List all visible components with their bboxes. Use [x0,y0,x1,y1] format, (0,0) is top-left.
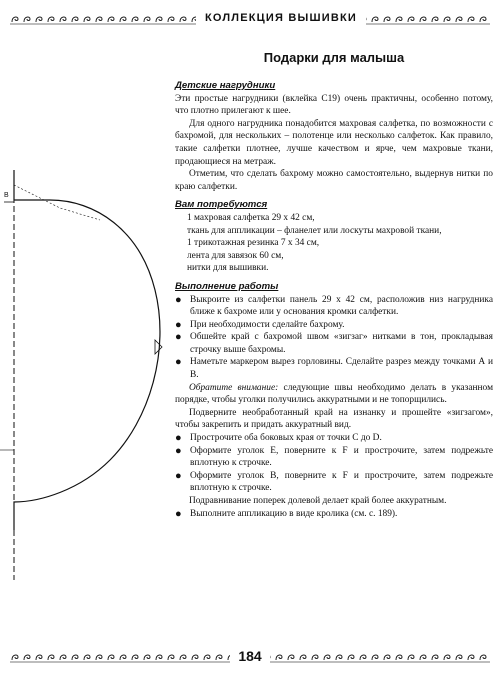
notice-label: Обратите внимание: [189,382,279,393]
list-item: ● Выкроите из салфетки панель 29 х 42 см, расположив низ нагрудника ближе к бахроме или у основания кромки салфетки. [175,293,493,318]
instruction-list-3 [175,508,493,521]
list-item: ● Оформите уголок В, поверните к F и прострочите, затем подрежьте вплотную к строчке. [175,469,493,494]
bullet-icon: ● [175,507,182,520]
pattern-point-b-label: B [4,192,9,199]
list-item: ● Оформите уголок Е, поверните к F и прострочите, затем подрежьте вплотную к строчке. [175,444,493,469]
fringe-paragraph: Отметим, что сделать бахрому можно самостоятельно, выдернув нитки по краю салфетки. [175,169,493,192]
section-heading-bibs: Детские нагрудники [175,80,276,91]
section-heading-materials: Вам потребуются [175,199,268,211]
material-item: 1 трикотажная резинка 7 х 34 см, [187,238,320,249]
bullet-icon: ● [175,293,182,306]
list-item: ● Прострочите оба боковых края от точки С до D. [175,432,382,445]
material-item: ткань для аппликации – фланелет или лоскуты махровой ткани, [187,225,442,236]
header-title: КОЛЛЕКЦИЯ ВЫШИВКИ [196,9,366,27]
material-item: 1 махровая салфетка 29 х 42 см, [187,212,315,223]
bullet-icon: ● [175,318,182,331]
list-item: ● Выполните аппликацию в виде кролика (см. с. 189). [175,507,398,520]
notice-text: следующие швы необходимо делать в указанном порядке, чтобы уголки получились аккуратными и не топорщились. [175,382,494,406]
material-item: лента для завязок 60 см, [187,250,284,261]
materials-paragraph: Для одного нагрудника понадобится махровая салфетка, по возможности с бахромой, для нескольких – полотенце или несколько салфеток. Как правило, такие салфетки плотнее, лучше качеством и ярче, чем махровые ткани, продающиеся на метраж. [175,118,493,167]
list-item: ● При необходимости сделайте бахрому. [175,318,345,331]
article-title: Подарки для малыша [263,50,405,65]
article [175,50,493,520]
page-number: 184 [230,645,270,667]
intro-paragraph: Эти простые нагрудники (вклейка С19) очень практичны, особенно потому, что плотно прилегают к шее. [175,93,493,117]
instruction-list-2 [175,432,493,495]
section-heading-instructions: Выполнение работы [175,280,279,292]
material-item: нитки для вышивки. [187,263,269,274]
instruction-list [175,294,493,382]
notice-paragraph [175,382,493,407]
bullet-icon: ● [175,356,182,369]
bullet-icon: ● [175,331,182,344]
bullet-icon: ● [175,432,182,445]
trim-paragraph: Подравнивание поперек долевой делает край более аккуратным. [189,496,447,506]
list-item: ● Обшейте край с бахромой швом «зигзаг» нитками в тон, прокладывая строчку выше бахромы. [175,331,493,355]
edge-paragraph: Подверните необработанный край на изнанку и прошейте «зигзагом», чтобы закрепить и придать аккуратный вид. [175,407,493,431]
bullet-icon: ● [175,469,182,482]
list-item: ● Наметьте маркером вырез горловины. Сделайте разрез между точками А и В. [175,356,493,381]
bullet-icon: ● [175,444,182,457]
bib-pattern-drawing [0,150,175,590]
